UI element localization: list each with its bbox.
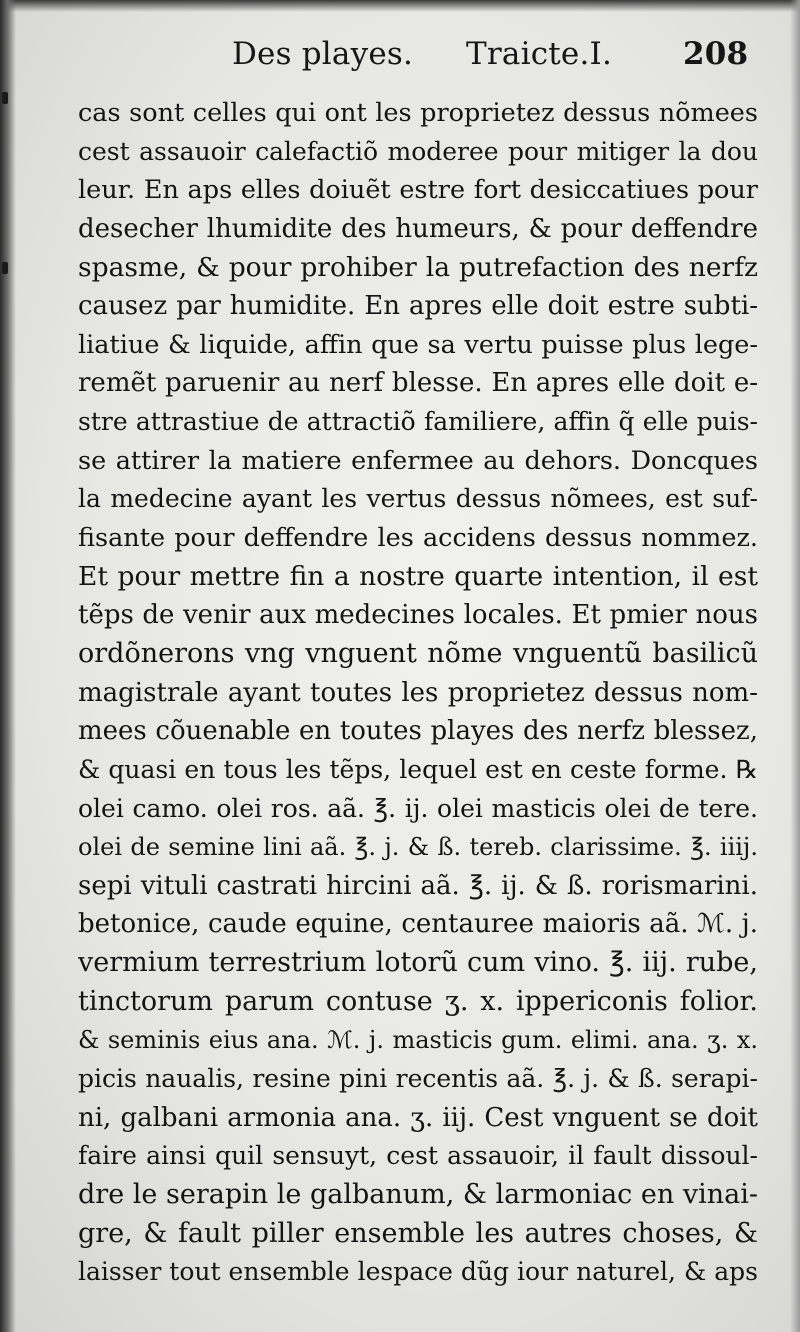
text-line: leur. En aps elles doiuẽt estre fort desiccatiues pour bbox=[78, 175, 758, 206]
page-right-edge bbox=[790, 0, 800, 1332]
text-line: cest assauoir calefactiõ moderee pour mitiger la dou bbox=[78, 136, 758, 166]
running-title: Des playes. bbox=[232, 36, 414, 72]
text-line: desecher lhumidite des humeurs, & pour deffendre bbox=[78, 213, 758, 244]
page-top-shadow bbox=[0, 0, 800, 12]
text-line: olei camo. olei ros. aã. ℥. ij. olei masticis olei de tere. bbox=[78, 793, 758, 823]
text-line: gre, & fault piller ensemble les autres choses, & bbox=[78, 1217, 758, 1249]
margin-mark bbox=[2, 92, 8, 104]
text-line: laisser tout ensemble lespace dũg iour naturel, & aps bbox=[78, 1257, 758, 1287]
text-line: tinctorum parum contuse ʒ. x. ippericonis folior. bbox=[78, 985, 758, 1017]
text-line: olei de semine lini aã. ℥. j. & ß. tereb. clarissime. ℥. iiij. bbox=[78, 833, 758, 862]
section-label: Traicte.I. bbox=[466, 36, 613, 72]
page-gutter-shadow bbox=[0, 0, 16, 1332]
text-line: remẽt paruenir au nerf blesse. En apres elle doit e- bbox=[78, 368, 758, 399]
text-line: stre attrastiue de attractiõ familiere, affin q̃ elle puis- bbox=[78, 407, 758, 437]
text-line: sepi vituli castrati hircini aã. ℥. ij. & ß. rorismarini. bbox=[78, 870, 758, 901]
body-text bbox=[78, 94, 758, 1292]
margin-mark bbox=[2, 262, 8, 274]
text-line: causez par humidite. En apres elle doit estre subti- bbox=[78, 291, 758, 322]
text-line: se attirer la matiere enfermee au dehors. Doncques bbox=[78, 445, 758, 476]
text-line: faire ainsi quil sensuyt, cest assauoir, il fault dissoul- bbox=[78, 1141, 758, 1171]
text-line: Et pour mettre fin a nostre quarte intention, il est bbox=[78, 560, 758, 592]
text-line: tẽps de venir aux medecines locales. Et pmier nous bbox=[78, 600, 758, 631]
running-header bbox=[0, 36, 800, 82]
text-line: ordõnerons vng vnguent nõme vnguentũ basilicũ bbox=[78, 637, 758, 669]
text-line: liatiue & liquide, affin que sa vertu puisse plus lege- bbox=[78, 329, 758, 360]
text-line: & seminis eius ana. ℳ. j. masticis gum. elimi. ana. ʒ. x. bbox=[78, 1026, 758, 1055]
text-line: spasme, & pour prohiber la putrefaction des nerfz bbox=[78, 251, 758, 283]
text-line: cas sont celles qui ont les proprietez dessus nõmees bbox=[78, 98, 758, 128]
text-line: dre le serapin le galbanum, & larmoniac en vinai- bbox=[78, 1178, 758, 1210]
text-line: & quasi en tous les tẽps, lequel est en ceste forme. ℞ bbox=[78, 754, 758, 784]
text-line: fisante pour deffendre les accidens dessus nommez. bbox=[78, 523, 758, 554]
text-line: magistrale ayant toutes les proprietez dessus nom- bbox=[78, 677, 758, 708]
text-line: vermium terrestrium lotorũ cum vino. ℥. iij. rube, bbox=[78, 947, 758, 979]
text-line: la medecine ayant les vertus dessus nõmees, est suf- bbox=[78, 484, 758, 514]
text-line: ni, galbani armonia ana. ʒ. iij. Cest vnguent se doit bbox=[78, 1102, 758, 1133]
text-line: mees cõuenable en toutes playes des nerfz blessez, bbox=[78, 716, 758, 747]
page-number: 208 bbox=[683, 36, 749, 72]
text-line: betonice, caude equine, centauree maioris aã. ℳ. j. bbox=[78, 909, 758, 940]
text-line: picis naualis, resine pini recentis aã. ℥. j. & ß. serapi- bbox=[78, 1064, 758, 1094]
